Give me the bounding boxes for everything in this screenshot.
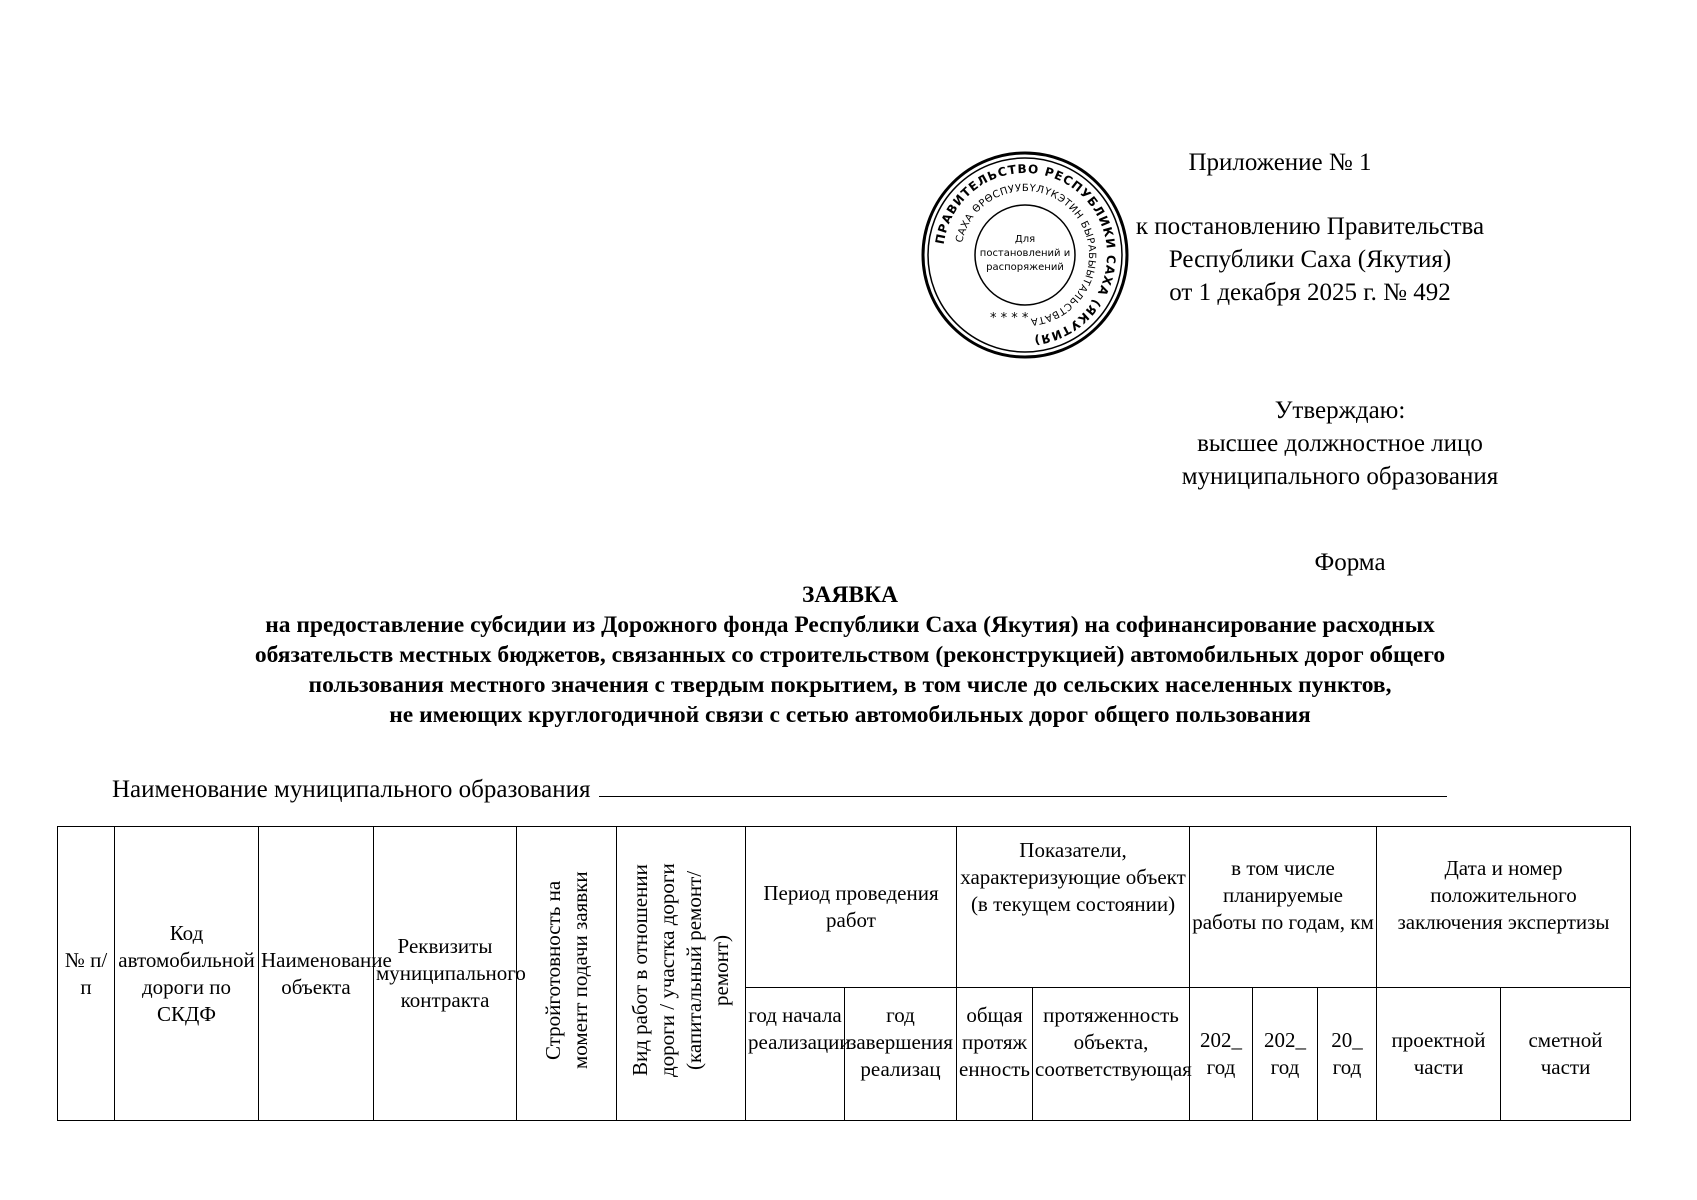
sub-header-year-3: 20_ год [1318,988,1377,1121]
application-table [57,826,1631,1121]
form-label: Форма [1314,549,1386,576]
seal-center-line-3: распоряжений [986,262,1064,273]
group-header-planned: в том числе планируемые работы по годам, км [1190,827,1377,988]
appendix-line-2: Республики Саха (Якутия) [1168,246,1452,273]
appendix-line-3: от 1 декабря 2025 г. № 492 [1169,279,1451,306]
appendix-line-1: к постановлению Правительства [1135,213,1485,240]
col-header-worktype: Вид работ в отношении дороги / участка дороги (капитальный ремонт/ ремонт) [628,863,733,1077]
appendix-decree-block [1110,210,1510,309]
sub-header-total-length: общая протяженность [957,988,1033,1121]
approval-line-1: Утверждаю: [1274,397,1406,424]
approval-line-3: муниципального образования [1181,463,1499,490]
sub-header-start-year: год начала реализации [746,988,845,1121]
sub-header-design-part: проектной части [1377,988,1501,1121]
title-line-3: пользования местного значения с твердым покрытием, в том числе до сельских населенных пунктов, [308,672,1392,698]
col-header-object-name: Наименование объекта [259,827,374,1121]
group-header-period: Период проведения работ [746,827,957,988]
col-header-worktype-cell [617,827,746,1121]
seal-center-line-2: постановлений и [979,248,1071,259]
approval-line-2: высшее должностное лицо [1197,430,1483,457]
sub-header-estimate-part: сметной части [1501,988,1631,1121]
title-heading: ЗАЯВКА [801,582,899,608]
title-line-4: не имеющих круглогодичной связи с сетью автомобильных дорог общего пользования [389,702,1311,728]
sub-header-end-year: год завершения реализац [845,988,957,1121]
group-header-indicators: Показатели, характеризующие объект (в текущем состоянии) [957,827,1190,988]
col-header-road-code: Код автомобильной дороги по СКДФ [115,827,259,1121]
sub-header-year-1: 202_ год [1190,988,1253,1121]
seal-inner-text: САХА ӨРӨСПУУБҮЛҮКЭТИН БЫРАБЫЫТАЛЬСТВАТА [954,182,1098,327]
sub-header-year-2: 202_ год [1253,988,1318,1121]
col-header-readiness-cell [517,827,617,1121]
col-header-contract: Реквизиты муниципального контракта [374,827,517,1121]
group-header-expertise: Дата и номер положительного заключения экспертизы [1377,827,1631,988]
municipality-name-row [112,770,1447,807]
official-seal-stamp [920,150,1130,360]
approval-block [1120,394,1560,493]
seal-star-icon: * * * * [990,311,1029,326]
title-line-2: обязательств местных бюджетов, связанных со строительством (реконструкцией) автомобильных дорог общего [254,642,1446,668]
appendix-number: Приложение № 1 [1188,149,1372,176]
document-title [110,580,1590,730]
seal-center-line-1: Для [1014,234,1036,245]
seal-outer-text: ПРАВИТЕЛЬСТВО РЕСПУБЛИКИ САХА (ЯКУТИЯ) [932,161,1119,348]
municipality-name-blank[interactable] [599,770,1447,797]
col-header-readiness: Стройготовность на момент подачи заявки [540,871,592,1069]
col-header-number: № п/п [58,827,115,1121]
sub-header-object-length: протяженность объекта, соответствующая [1033,988,1190,1121]
municipality-name-label: Наименование муниципального образования [112,776,591,803]
title-line-1: на предоставление субсидии из Дорожного фонда Республики Саха (Якутия) на софинансирование расходных [265,612,1435,638]
